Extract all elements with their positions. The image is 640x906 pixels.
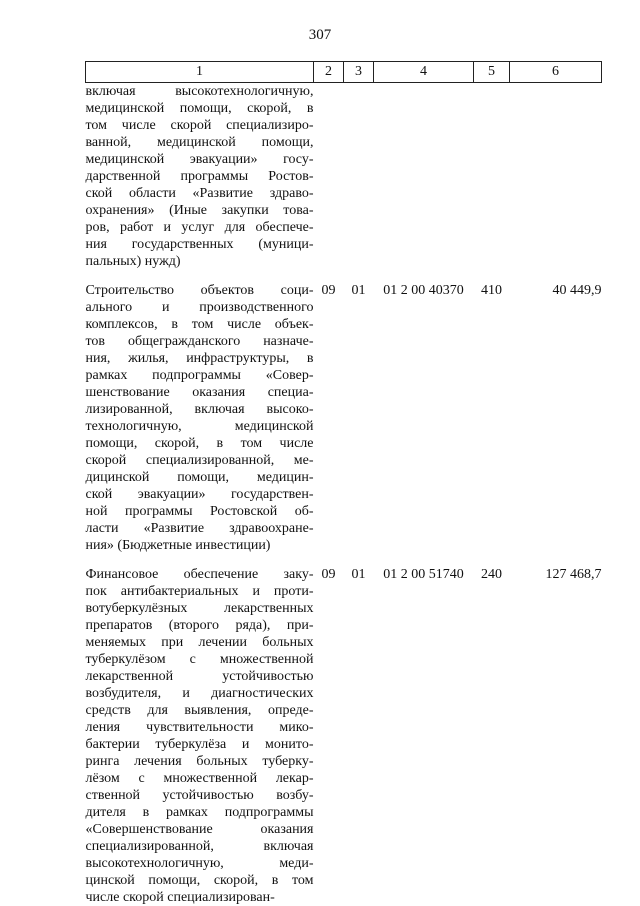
description-line: ров, работ и услуг для обеспече- — [86, 219, 314, 236]
row-amount: 127 468,7 — [510, 566, 602, 906]
row-description — [86, 83, 314, 271]
description-line: ального и производственного — [86, 299, 314, 316]
row-amount: 40 449,9 — [510, 282, 602, 554]
description-line: дицинской помощи, медицин- — [86, 469, 314, 486]
header-col-4: 4 — [374, 62, 474, 83]
description-line: комплексов, в том числе объек- — [86, 316, 314, 333]
description-line: ления чувствительности мико- — [86, 719, 314, 736]
row-description — [86, 282, 314, 554]
table-body — [86, 83, 602, 906]
table-row — [86, 83, 602, 271]
description-line: цинской помощи, скорой, в том — [86, 872, 314, 889]
description-line: шенствование оказания специа- — [86, 384, 314, 401]
description-line: ственной устойчивостью возбу- — [86, 787, 314, 804]
description-line: ной программы Ростовской об- — [86, 503, 314, 520]
row-expense-type: 410 — [474, 282, 510, 554]
description-line: высокотехнологичную, меди- — [86, 855, 314, 872]
description-line: ласти «Развитие здравоохране- — [86, 520, 314, 537]
description-line: ния, жилья, инфраструктуры, в — [86, 350, 314, 367]
description-line: бактерии туберкулёза и монито- — [86, 736, 314, 753]
description-line: препаратов (второго ряда), при- — [86, 617, 314, 634]
description-line: Строительство объектов соци- — [86, 282, 314, 299]
description-line: пальных) нужд) — [86, 253, 314, 270]
description-line: меняемых при лечении больных — [86, 634, 314, 651]
header-col-5: 5 — [474, 62, 510, 83]
description-line: технологичную, медицинской — [86, 418, 314, 435]
description-line: дителя в рамках подпрограммы — [86, 804, 314, 821]
description-line: лекарственной устойчивостью — [86, 668, 314, 685]
page-number: 307 — [0, 27, 640, 44]
description-line: ния» (Бюджетные инвестиции) — [86, 537, 314, 554]
description-line: ния государственных (муници- — [86, 236, 314, 253]
row-spacer — [86, 554, 602, 566]
description-line: помощи, скорой, в том числе — [86, 435, 314, 452]
table-row — [86, 566, 602, 906]
row-section-code: 09 — [314, 282, 344, 554]
row-spacer — [86, 270, 602, 282]
row-section-code: 09 — [314, 566, 344, 906]
description-line: скорой специализированной, ме- — [86, 452, 314, 469]
row-amount — [510, 83, 602, 271]
row-expense-type: 240 — [474, 566, 510, 906]
description-line: рамках подпрограммы «Совер- — [86, 367, 314, 384]
description-line: возбудителя, и диагностических — [86, 685, 314, 702]
description-line: медицинской эвакуации» госу- — [86, 151, 314, 168]
description-line: специализированной, включая — [86, 838, 314, 855]
header-col-3: 3 — [344, 62, 374, 83]
description-line: «Совершенствование оказания — [86, 821, 314, 838]
description-line: включая высокотехнологичную, — [86, 83, 314, 100]
description-line: лёзом с множественной лекар- — [86, 770, 314, 787]
row-description — [86, 566, 314, 906]
description-line: тов общегражданского назначе- — [86, 333, 314, 350]
description-line: том числе скорой специализиро- — [86, 117, 314, 134]
description-line: Финансовое обеспечение заку- — [86, 566, 314, 583]
description-line: ванной, медицинской помощи, — [86, 134, 314, 151]
header-col-1: 1 — [86, 62, 314, 83]
description-line: пок антибактериальных и проти- — [86, 583, 314, 600]
description-line: вотуберкулёзных лекарственных — [86, 600, 314, 617]
table-row — [86, 282, 602, 554]
header-col-2: 2 — [314, 62, 344, 83]
row-section-code — [314, 83, 344, 271]
description-line: средств для выявления, опреде- — [86, 702, 314, 719]
budget-table — [85, 61, 602, 906]
description-line: медицинской помощи, скорой, в — [86, 100, 314, 117]
row-subsection-code: 01 — [344, 566, 374, 906]
description-line: охранения» (Иные закупки това- — [86, 202, 314, 219]
description-line: ринга лечения больных туберку- — [86, 753, 314, 770]
row-subsection-code — [344, 83, 374, 271]
description-line: лизированной, включая высоко- — [86, 401, 314, 418]
description-line: ской области «Развитие здраво- — [86, 185, 314, 202]
row-subsection-code: 01 — [344, 282, 374, 554]
description-line: туберкулёзом с множественной — [86, 651, 314, 668]
row-target-article: 01 2 00 40370 — [374, 282, 474, 554]
header-row — [86, 62, 602, 83]
row-target-article — [374, 83, 474, 271]
description-line: числе скорой специализирован- — [86, 889, 314, 906]
header-col-6: 6 — [510, 62, 602, 83]
description-line: дарственной программы Ростов- — [86, 168, 314, 185]
row-expense-type — [474, 83, 510, 271]
row-target-article: 01 2 00 51740 — [374, 566, 474, 906]
description-line: ской эвакуации» государствен- — [86, 486, 314, 503]
